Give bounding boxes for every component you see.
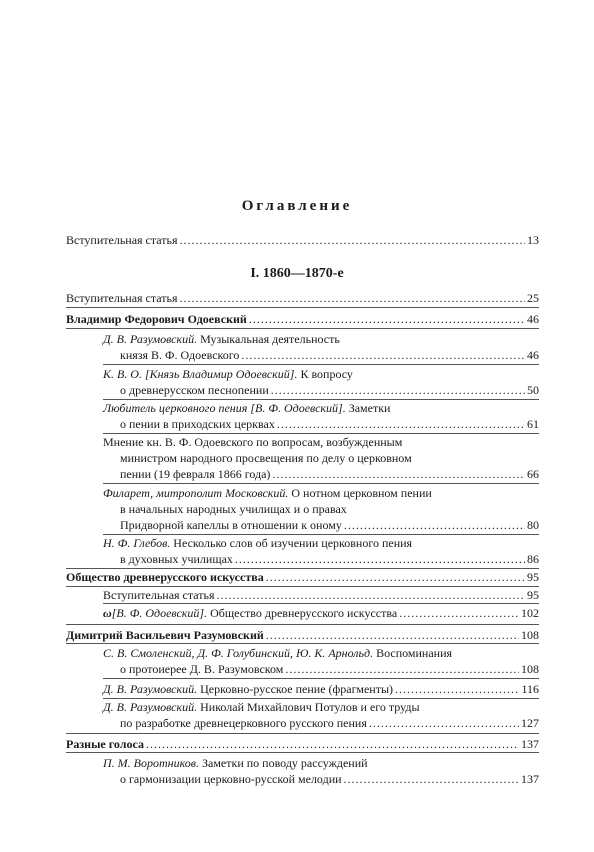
entry-text: Николай Михайлович Потулов и его труды [197,700,420,714]
omega-glyph: ω [103,606,112,620]
leader-dots [277,416,525,432]
toc-title: Оглавление [241,198,353,214]
leader-dots [180,234,525,247]
entry-text: Воспоминания [373,646,453,660]
divider [103,678,539,679]
entry-text: князя В. Ф. Одоевского [120,348,240,362]
entry-author: Д. В. Разумовский. [103,682,198,696]
leader-dots [241,347,525,363]
entry-author: Любитель церковного пения [В. Ф. Одоевский]. [103,401,346,415]
entry-page: 95 [527,570,539,584]
divider [66,586,539,587]
toc-entry-razumovsky-music[interactable] [103,331,539,363]
leader-dots [266,629,519,642]
divider [66,568,539,569]
entry-page: 95 [527,588,539,602]
entry-author: С. В. Смоленский, Д. Ф. Голубинский, Ю. К. Арнольд. [103,646,374,660]
entry-text: Заметки по поводу рассуждений [198,756,368,770]
entry-text: Придворной капеллы в отношении к оному [120,518,342,532]
entry-label: Владимир Федорович Одоевский [66,312,247,326]
divider [66,307,539,308]
entry-text: Несколько слов об изучении церковного пения [170,536,413,550]
divider [66,733,539,734]
entry-page: 50 [527,383,539,397]
entry-text: пении (19 февраля 1866 года) [120,467,271,481]
leader-dots [217,589,525,602]
entry-text: о протоиерее Д. В. Разумовском [120,662,284,676]
entry-text: министром народного просвещения по делу о церковном [120,451,412,465]
entry-page: 25 [527,291,539,305]
toc-entry-society-intro[interactable] [103,589,539,602]
toc-entry-razumovsky[interactable] [66,629,539,642]
leader-dots [344,771,519,787]
leader-dots [272,466,525,482]
entry-text: по разработке древнецерковного русского пения [120,716,367,730]
leader-dots [180,292,525,305]
entry-page: 127 [521,716,539,730]
entry-author: Д. В. Разумовский. [103,700,198,714]
toc-entry-lover[interactable] [103,400,539,432]
entry-text: Заметки [345,401,391,415]
toc-entry-filaret[interactable] [103,485,539,533]
section-heading: I. 1860—1870-е [250,266,344,281]
entry-page: 137 [521,737,539,751]
toc-entry-society[interactable] [66,571,539,584]
entry-text: о гармонизации церковно-русской мелодии [120,772,342,786]
leader-dots [344,517,525,533]
entry-page: 108 [521,628,539,642]
divider [66,624,539,625]
divider [66,752,539,753]
toc-entry-odoevsky[interactable] [66,313,539,326]
toc-entry-intro-section[interactable] [66,292,539,305]
entry-label: Разные голоса [66,737,144,751]
divider [103,483,539,484]
entry-label: Общество древнерусского искусства [66,570,264,584]
entry-label: Церковно-русское пение (фрагменты) [197,682,394,696]
leader-dots [395,683,519,696]
entry-page: 46 [527,348,539,362]
leader-dots [249,313,525,326]
entry-page: 116 [521,682,539,696]
leader-dots [271,382,525,398]
entry-label: Вступительная статья [66,233,178,247]
toc-entry-potulov[interactable] [103,699,539,731]
entry-text: О нотном церковном пении [288,486,432,500]
entry-label: Вступительная статья [103,588,215,602]
entry-author: К. В. О. [Князь Владимир Одоевский]. [103,367,298,381]
entry-page: 108 [521,662,539,676]
leader-dots [399,607,519,620]
toc-entry-church-singing[interactable] [103,683,539,696]
entry-author: Филарет, митрополит Московский. [103,486,289,500]
entry-label: Димитрий Васильевич Разумовский [66,628,264,642]
divider [103,603,539,604]
entry-page: 46 [527,312,539,326]
entry-page: 80 [527,518,539,532]
entry-page: 102 [521,606,539,620]
leader-dots [146,738,519,751]
entry-label: Вступительная статья [66,291,178,305]
toc-entry-society-article[interactable] [103,607,539,620]
leader-dots [266,571,525,584]
entry-text: в духовных училищах [120,552,233,566]
entry-text: о пении в приходских церквах [120,417,275,431]
toc-entry-kvo[interactable] [103,366,539,398]
divider [103,364,539,365]
entry-text: Мнение кн. В. Ф. Одоевского по вопросам, возбужденным [103,435,403,449]
toc-entry-memories[interactable] [103,645,539,677]
entry-page: 86 [527,552,539,566]
leader-dots [235,551,525,567]
entry-author: [В. Ф. Одоевский]. [111,606,208,620]
entry-text: К вопросу [297,367,353,381]
toc-entry-opinion[interactable] [103,434,539,482]
toc-entry-intro[interactable] [66,234,539,247]
entry-text: Музыкальная деятельность [197,332,340,346]
entry-text: в начальных народных училищах и о правах [120,502,347,516]
entry-page: 137 [521,772,539,786]
toc-entry-voices[interactable] [66,738,539,751]
divider [66,643,539,644]
entry-text: о древнерусском песнопении [120,383,269,397]
toc-entry-vorotnikov[interactable] [103,755,539,787]
entry-page: 66 [527,467,539,481]
entry-page: 13 [527,233,539,247]
entry-author: Н. Ф. Глебов. [103,536,171,550]
toc-entry-glebov[interactable] [103,535,539,567]
entry-page: 61 [527,417,539,431]
entry-author: П. М. Воротников. [103,756,199,770]
entry-label: Общество древнерусского искусства [207,606,398,620]
divider [66,328,539,329]
entry-author: Д. В. Разумовский. [103,332,198,346]
leader-dots [285,661,519,677]
leader-dots [369,715,519,731]
